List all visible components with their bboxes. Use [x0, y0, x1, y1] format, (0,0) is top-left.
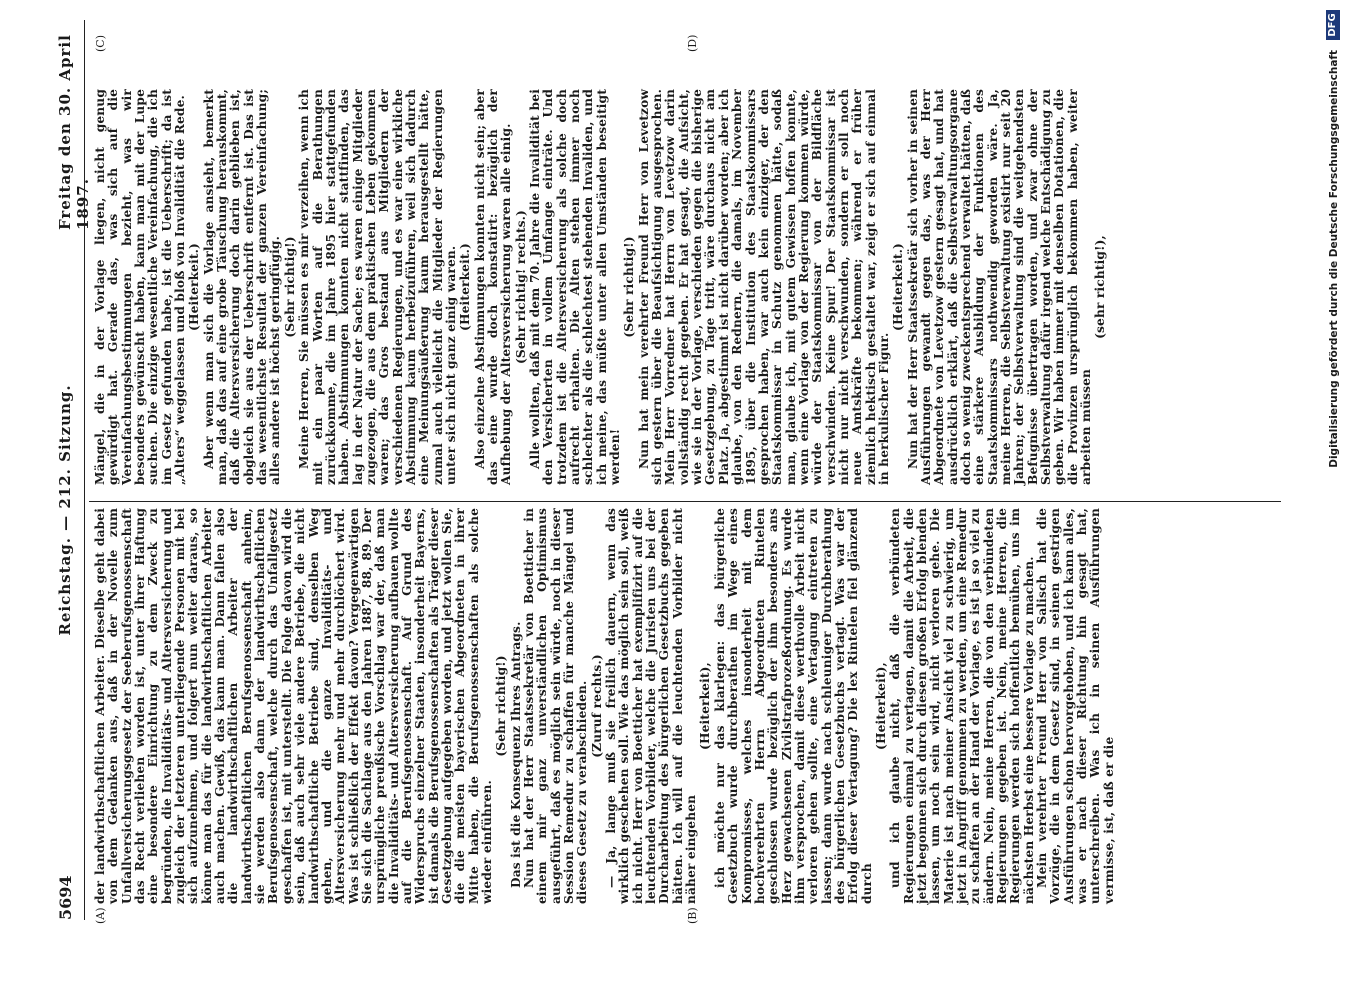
paragraph: Nun hat mein verehrter Freund Herr von Levetzow sich gestern über die Beaufsichtigung ausgesprochen. Mein Herr Vorredner hat Herrn von Levetzow darin vollständig recht gegeben. Er hat gesagt, die Aufsicht, wie sie in der Vorlage, verschieden gegen die bisherige Gesetzgebung, zu Tage tritt, wäre durchaus nicht am Platz. Ja, abgestimmt ist nicht darüber worden; aber ich glaube, von den Rednern, die damals, im November 1895, über die Institution des Staatskommissars gesprochen haben, war auch kein einziger, der den Staatskommissar in Schutz genommen hätte, sodaß man, glaube ich, mit gutem Gewissen hoffen konnte, wenn eine Vorlage von der Regierung kommen würde, würde der Staatskommissar von der Bildfläche verschwinden. Keine Spur! Der Staatskommissar ist nicht nur nicht verschwunden, sondern er soll noch neue Amtskräfte bekommen; während er früher ziemlich hektisch gestaltet war, zeigt er sich auf einmal in herkulischer Figur.	[636, 89, 891, 485]
interjection: (Zuruf rechts.)	[589, 654, 604, 758]
paragraph: Mein verehrter Freund Herr von Salisch hat die Vorzüge, die in dem Gesetz sind, in seinen gestrigen Ausführungen schon hervorgehoben, und ich kann alles, was er nach dieser Richtung hin gesagt hat, unterschreiben. Was ich in seinen Ausführungen vermisse, ist, daß er die	[1035, 508, 1116, 904]
paragraph: — Ja, lange muß sie freilich dauern, wenn das wirklich geschehen soll. Wie das möglich sein soll, weiß ich nicht. Herr von Boetticher hat exemplifizirt auf die leuchtenden Vorbilder, welche die Juristen uns bei der Durcharbeitung des bürgerlichen Gesetzbuchs gegeben hätten. Ich will auf die leuchtenden Vorbilder nicht näher eingehen	[604, 508, 699, 904]
paragraph: Das ist die Konsequenz Ihres Antrags.	[508, 621, 523, 888]
digitization-credit: Digitalisierung gefördert durch die Deutsche Forschungsgemeinschaft	[1328, 50, 1340, 468]
interjection: (Sehr richtig!)	[282, 236, 297, 338]
paragraph: der landwirthschaftlichen Arbeiter. Dieselbe geht dabei von dem Gedanken aus, daß in der Novelle zum Unfallversicherungsgesetz der Seeberufsgenossenschaft das Recht verliehen worden ist, unter ihrer Haftung eine besondere Einrichtung zu dem Zweck zu begründen, die Invaliditäts- und Altersversicherung und zugleich der letzteren unterliegende Personen mit bei sich aufzunehmen, und folgert nun weiter daraus, so könne man das für die landwirthschaftlichen Arbeiter auch machen. Gewiß, das kann man. Dann fallen also die landwirthschaftlichen Arbeiter der landwirthschaftlichen Berufsgenossenschaft anheim, sie werden also dann der landwirthschaftlichen Berufsgenossenschaft, welche durch das Unfallgesetz geschaffen ist, mit unterstellt. Die Folge davon wird die sein, daß auch sehr viele andere Betriebe, die nicht landwirthschaftliche Betriebe sind, denselben Weg gehen, und die ganze Invaliditäts- und Altersversicherung mehr und mehr durchlöchert wird. Was ist schließlich der Effekt davon? Vergegenwärtigen Sie sich die Sachlage aus den Jahren 1887, 88, 89. Der ursprüngliche preußische Vorschlag war der, daß man die Invaliditäts- und Altersversicherung aufbauen wollte auf die Berufsgenossenschaft. Auf Grund des Widerspruchs einzelner Staaten, insonderheit Bayerns, ist damals die Berufsgenossenschaften als Träger dieser Gesetzgebung aufgegeben worden, und jetzt wollen Sie, die die meisten bayerischen Abgeordneten in ihrer Mitte haben, die Berufsgenossenschaften als solche wieder einführen.	[93, 508, 494, 904]
paragraph: und ich glaube nicht, daß die verbündeten Regierungen einmal zu vertagen, damit die Arbeit, die jetzt begonnen sich durch diesen großen Erfolg blenden lassen, um noch sein wird, nicht verloren gehe. Die Materie ist nach meiner Ansicht viel zu schwierig, um jetzt in Angriff genommen zu werden, um eine Remedur zu schaffen an der Hand der Vorlage, es ist ja so viel zu ändern. Nein, meine Herren, die von den verbündeten Regierungen gegeben ist. Nein, meine Herren, die Regierungen werden sich hoffentlich bemühen, uns im nächsten Herbst eine bessere Vorlage zu machen.	[888, 508, 1036, 904]
page-date: Freitag den 30. April 1897.	[56, 34, 92, 230]
page-header	[50, 30, 92, 920]
interjection: (Heiterkeit),	[698, 662, 713, 750]
interjection: (Sehr richtig!)	[494, 655, 509, 757]
margin-mark-a: (A)	[94, 907, 107, 924]
paragraph: Aber wenn man sich die Vorlage ansieht, bemerkt man, daß das auf eine grobe Täuschung herauskommt, daß die Altersversicherung doch darin geblieben ist, obgleich sie aus der Ueberschrift entfernt ist. Das ist das wesentlichste Resultat der ganzen Vereinfachung; alles andere ist höchst geringfügig.	[201, 89, 283, 485]
interjection: (Sehr richtig!)	[622, 236, 637, 338]
paragraph: Also einzelne Abstimmungen konnten nicht sein; aber das eine wurde doch konstatirt: bezüglich der Aufhebung der Altersversicherung waren alle einig.	[472, 89, 514, 485]
page-number: 5694	[56, 875, 75, 920]
dfg-logo-icon: DFG	[1326, 10, 1340, 40]
paragraph: Alle wollten, daß mit dem 70. Jahre die Invalidität bei den Versicherten in vollem Umfange einträte. Und trotzdem ist die Altersversicherung als solche doch aufrecht erhalten. Die Alten stehen immer noch schlechter als die schlechtest stehenden Invaliden, und ich meine, das müßte unter allen Umständen beseitigt werden!	[528, 89, 623, 485]
left-column	[94, 508, 1116, 904]
paragraph: ich möchte nur das klarlegen: das bürgerliche Gesetzbuch wurde durchberathen im Wege eines Kompromisses, welches insonderheit mit dem hochverehrten Herrn Abgeordneten Rintelen geschlossen wurde bezüglich der ihm besonders ans Herz gewachsenen Zivilstrafprozeßordnung. Es wurde ihm versprochen, damit diese werthvolle Arbeit nicht verloren gehen sollte, eine Vertagung eintreten zu lassen; dann wurde nach schleuniger Durchberathung des bürgerlichen Gesetzbuchs vertagt. Was war der Erfolg dieser Vertagung? Die lex Rintelen fiel glänzend durch	[712, 508, 874, 904]
right-column	[94, 89, 1109, 485]
interjection: (Heiterkeit),	[873, 662, 888, 750]
paragraph: Nun hat der Herr Staatssekretär von Boetticher in einem mir ganz unverständlichen Optimismus ausgeführt, daß es möglich sein würde, noch in dieser Session Remedur zu schaffen für manche Mängel und dieses Gesetz zu verabschieden.	[522, 508, 590, 904]
interjection: (Heiterkeit.)	[187, 243, 202, 331]
margin-mark-b: (B)	[686, 907, 699, 924]
page-title: Reichstag. — 212. Sitzung.	[56, 384, 74, 636]
paragraph: Mängel, die in der Vorlage liegen, nicht genug gewürdigt hat. Gerade das, was sich auf die Vereinfachungsbestimmungen bezieht, was wir besonders gewünscht haben, kann man mit der Lupe suchen. Die einzige wesentliche Vereinfachung, die ich im Gesetz gefunden habe, ist die Ueberschrift; da ist „Alters“ weggelassen und bloß von Invalidität die Rede.	[93, 89, 188, 485]
margin-mark-d: (D)	[686, 34, 699, 52]
paragraph: Meine Herren, Sie müssen es mir verzeihen, wenn ich mit ein paar Worten auf die Berathungen zurückkomme, die im Jahre 1895 hier stattgefunden haben. Abstimmungen konnten nicht stattfinden, das lag in der Natur der Sache; es waren einige Mitglieder zugezogen, die aus dem praktischen Leben gekommen waren; das Gros bestand aus Mitgliedern der verschiedenen Regierungen, und es war eine wirkliche Abstimmung kaum herbeizuführen, weil sich dadurch eine Meinungsäußerung kaum herausgestellt hätte, zumal auch vielleicht die Mitglieder der Regierungen unter sich nicht ganz einig waren.	[297, 89, 458, 485]
interjection: (sehr richtig!),	[1093, 235, 1108, 339]
column-divider	[89, 501, 1281, 502]
paragraph: Nun hat der Herr Staatssekretär sich vorher in seinen Ausführungen gewandt gegen das, was der Herr Abgeordnete von Levetzow gestern gesagt hat, und hat ausdrücklich erklärt, daß die Selbstverwaltungsorgane doch so wenig zweckentsprechend verwaltet hätten, daß eine stärkere Ausbildung der Funktionen des Staatskommissars nothwendig geworden wäre. Ja, meine Herren, die Selbstverwaltung existirt nur seit 20 Jahren; der Selbstverwaltung sind die weitgehendsten Befugnisse übertragen worden, und zwar ohne der Selbstverwaltung dafür irgend welche Entschädigung zu geben. Wir haben immer mit denselben Dotationen, die die Provinzen ursprünglich bekommen haben, weiter arbeiten müssen	[905, 89, 1094, 485]
interjection: (Heiterkeit.)	[458, 243, 473, 331]
header-rule	[84, 20, 85, 920]
interjection: (Sehr richtig! rechts.)	[513, 210, 528, 364]
margin-mark-c: (C)	[94, 35, 107, 52]
interjection: (Heiterkeit.)	[891, 243, 906, 331]
